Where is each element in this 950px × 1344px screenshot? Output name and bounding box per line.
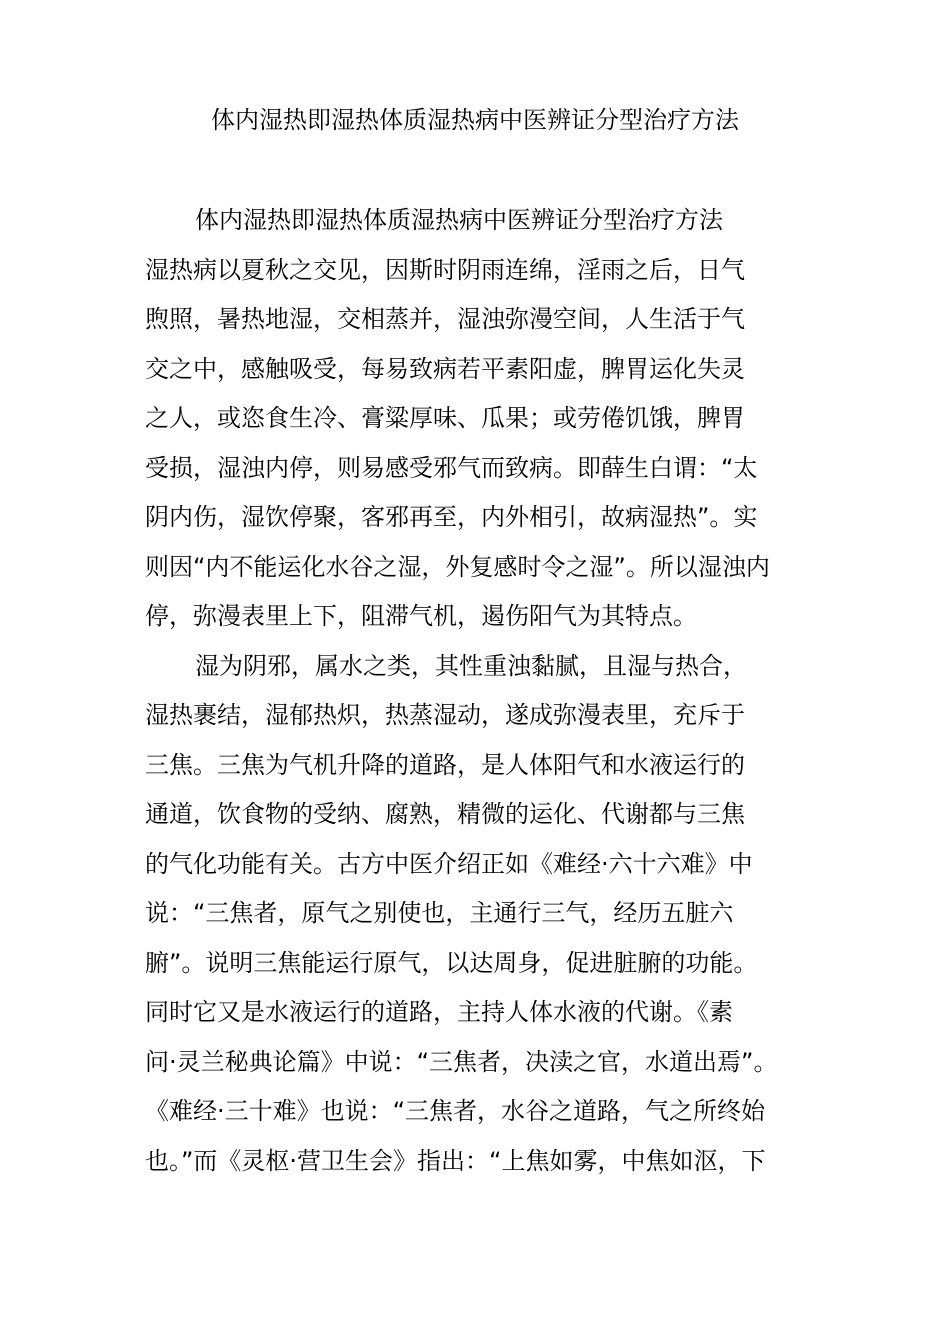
text-line: 湿热裹结，湿郁热炽，热蒸湿动，遂成弥漫表里，充斥于: [145, 701, 745, 729]
text-line: 煦照，暑热地湿，交相蒸并，湿浊弥漫空间，人生活于气: [145, 305, 745, 333]
text-line: 《难经·三十难》也说：“三焦者，水谷之道路，气之所终始: [145, 1097, 766, 1125]
text-line: 之人，或恣食生冷、膏粱厚味、瓜果；或劳倦饥饿，脾胃: [145, 404, 745, 432]
text-line: 阴内伤，湿饮停聚，客邪再至，内外相引，故病湿热”。实: [145, 503, 758, 531]
text-line: 受损，湿浊内停，则易感受邪气而致病。即薛生白谓：“太: [145, 453, 758, 482]
text-line: 通道，饮食物的受纳、腐熟，精微的运化、代谢都与三焦: [145, 800, 745, 828]
text-line: 也。”而《灵枢·营卫生会》指出：“上焦如雾，中焦如沤，下: [145, 1146, 766, 1175]
text-line: 交之中，感触吸受，每易致病若平素阳虚，脾胃运化失灵: [145, 354, 745, 383]
text-line: 湿热病以夏秋之交见，因斯时阴雨连绵，淫雨之后，日气: [145, 255, 745, 284]
text-line: 则因“内不能运化水谷之湿，外复感时令之湿”。所以湿浊内: [145, 552, 770, 581]
text-line: 的气化功能有关。古方中医介绍正如《难经·六十六难》中: [145, 849, 753, 878]
text-line: 腑”。说明三焦能运行原气，以达周身，促进脏腑的功能。: [145, 948, 758, 977]
paragraph-start-line: 湿为阴邪，属水之类，其性重浊黏腻，且湿与热合，: [195, 651, 747, 680]
document-title: 体内湿热即湿热体质湿热病中医辨证分型治疗方法: [211, 106, 739, 134]
text-line: 三焦。三焦为气机升降的道路，是人体阳气和水液运行的: [145, 750, 745, 779]
document-body: [145, 196, 825, 1186]
text-line: 问·灵兰秘典论篇》中说：“三焦者，决渎之官，水道出焉”。: [145, 1047, 778, 1076]
text-line: 停，弥漫表里上下，阻滞气机，遏伤阳气为其特点。: [145, 602, 697, 630]
text-line: 说：“三焦者，原气之别使也，主通行三气，经历五脏六: [145, 899, 734, 927]
subtitle-line: 体内湿热即湿热体质湿热病中医辨证分型治疗方法: [195, 206, 723, 234]
text-line: 同时它又是水液运行的道路，主持人体水液的代谢。《素: [145, 998, 733, 1026]
